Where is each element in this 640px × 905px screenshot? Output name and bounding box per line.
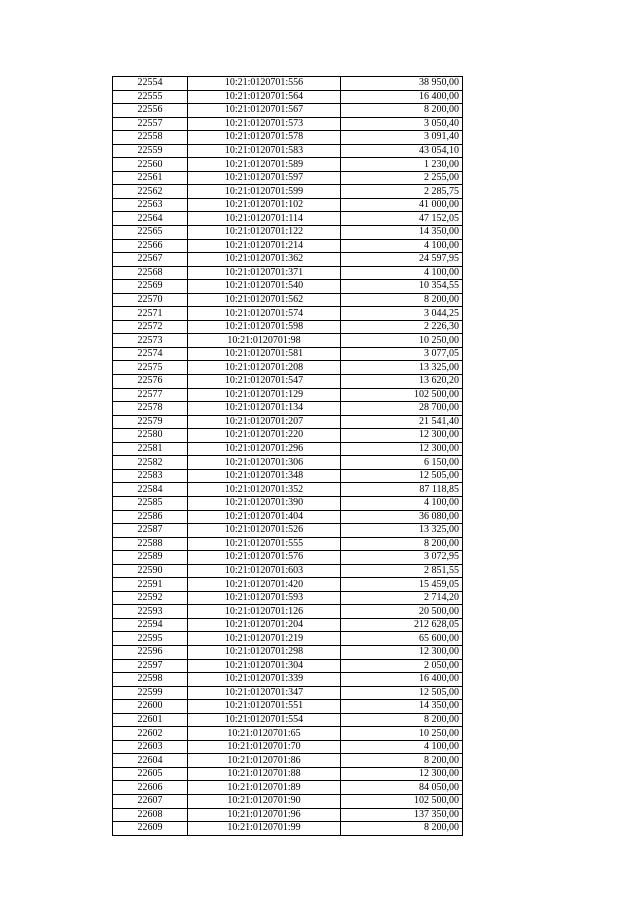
table-row	[113, 713, 463, 727]
cadastral-number-cell: 10:21:0120701:298	[188, 645, 341, 659]
row-number-cell: 22601	[113, 713, 188, 727]
row-number-cell: 22559	[113, 144, 188, 158]
row-number-cell: 22589	[113, 551, 188, 565]
cadastral-number-cell: 10:21:0120701:573	[188, 117, 341, 131]
cadastral-number-cell: 10:21:0120701:598	[188, 320, 341, 334]
cadastral-number-cell: 10:21:0120701:551	[188, 700, 341, 714]
cadastral-number-cell: 10:21:0120701:208	[188, 361, 341, 375]
value-cell: 41 000,00	[341, 198, 463, 212]
table-row	[113, 402, 463, 416]
table-row	[113, 794, 463, 808]
table-row	[113, 375, 463, 389]
value-cell: 15 459,05	[341, 578, 463, 592]
cadastral-number-cell: 10:21:0120701:102	[188, 198, 341, 212]
table-row	[113, 185, 463, 199]
row-number-cell: 22585	[113, 496, 188, 510]
value-cell: 3 091,40	[341, 131, 463, 145]
cadastral-number-cell: 10:21:0120701:597	[188, 171, 341, 185]
table-row	[113, 226, 463, 240]
cadastral-number-cell: 10:21:0120701:129	[188, 388, 341, 402]
cadastral-number-cell: 10:21:0120701:390	[188, 496, 341, 510]
row-number-cell: 22599	[113, 686, 188, 700]
value-cell: 8 200,00	[341, 293, 463, 307]
table-row	[113, 456, 463, 470]
cadastral-number-cell: 10:21:0120701:86	[188, 754, 341, 768]
value-cell: 47 152,05	[341, 212, 463, 226]
value-cell: 102 500,00	[341, 388, 463, 402]
row-number-cell: 22560	[113, 158, 188, 172]
row-number-cell: 22570	[113, 293, 188, 307]
table-row	[113, 618, 463, 632]
cadastral-number-cell: 10:21:0120701:89	[188, 781, 341, 795]
cadastral-number-cell: 10:21:0120701:562	[188, 293, 341, 307]
row-number-cell: 22607	[113, 794, 188, 808]
table-row	[113, 510, 463, 524]
value-cell: 6 150,00	[341, 456, 463, 470]
value-cell: 36 080,00	[341, 510, 463, 524]
table-row	[113, 808, 463, 822]
row-number-cell: 22582	[113, 456, 188, 470]
row-number-cell: 22587	[113, 524, 188, 538]
row-number-cell: 22557	[113, 117, 188, 131]
value-cell: 12 505,00	[341, 469, 463, 483]
table-row	[113, 727, 463, 741]
value-cell: 3 044,25	[341, 307, 463, 321]
row-number-cell: 22563	[113, 198, 188, 212]
value-cell: 4 100,00	[341, 239, 463, 253]
table-row	[113, 429, 463, 443]
value-cell: 14 350,00	[341, 226, 463, 240]
cadastral-number-cell: 10:21:0120701:296	[188, 442, 341, 456]
cadastral-number-cell: 10:21:0120701:593	[188, 591, 341, 605]
table-row	[113, 239, 463, 253]
row-number-cell: 22579	[113, 415, 188, 429]
row-number-cell: 22555	[113, 90, 188, 104]
value-cell: 3 072,95	[341, 551, 463, 565]
row-number-cell: 22594	[113, 618, 188, 632]
table-row	[113, 198, 463, 212]
value-cell: 16 400,00	[341, 673, 463, 687]
table-row	[113, 537, 463, 551]
value-cell: 8 200,00	[341, 822, 463, 836]
row-number-cell: 22604	[113, 754, 188, 768]
value-cell: 8 200,00	[341, 754, 463, 768]
value-cell: 84 050,00	[341, 781, 463, 795]
value-cell: 87 118,85	[341, 483, 463, 497]
value-cell: 2 050,00	[341, 659, 463, 673]
table-row	[113, 700, 463, 714]
cadastral-number-cell: 10:21:0120701:214	[188, 239, 341, 253]
row-number-cell: 22592	[113, 591, 188, 605]
table-row	[113, 686, 463, 700]
row-number-cell: 22564	[113, 212, 188, 226]
value-cell: 10 354,55	[341, 280, 463, 294]
table-row	[113, 320, 463, 334]
table-row	[113, 266, 463, 280]
cadastral-number-cell: 10:21:0120701:404	[188, 510, 341, 524]
table-row	[113, 293, 463, 307]
row-number-cell: 22600	[113, 700, 188, 714]
table-row	[113, 591, 463, 605]
row-number-cell: 22593	[113, 605, 188, 619]
row-number-cell: 22566	[113, 239, 188, 253]
value-cell: 65 600,00	[341, 632, 463, 646]
table-row	[113, 347, 463, 361]
row-number-cell: 22571	[113, 307, 188, 321]
row-number-cell: 22598	[113, 673, 188, 687]
value-cell: 2 714,20	[341, 591, 463, 605]
row-number-cell: 22581	[113, 442, 188, 456]
value-cell: 102 500,00	[341, 794, 463, 808]
cadastral-number-cell: 10:21:0120701:98	[188, 334, 341, 348]
row-number-cell: 22565	[113, 226, 188, 240]
row-number-cell: 22603	[113, 740, 188, 754]
cadastral-number-cell: 10:21:0120701:603	[188, 564, 341, 578]
row-number-cell: 22576	[113, 375, 188, 389]
row-number-cell: 22577	[113, 388, 188, 402]
value-cell: 4 100,00	[341, 496, 463, 510]
table-row	[113, 781, 463, 795]
cadastral-number-cell: 10:21:0120701:574	[188, 307, 341, 321]
table-row	[113, 673, 463, 687]
value-cell: 3 077,05	[341, 347, 463, 361]
table-row	[113, 90, 463, 104]
cadastral-number-cell: 10:21:0120701:96	[188, 808, 341, 822]
cadastral-number-cell: 10:21:0120701:556	[188, 77, 341, 91]
value-cell: 38 950,00	[341, 77, 463, 91]
value-cell: 20 500,00	[341, 605, 463, 619]
row-number-cell: 22573	[113, 334, 188, 348]
table-row	[113, 104, 463, 118]
row-number-cell: 22578	[113, 402, 188, 416]
value-cell: 8 200,00	[341, 104, 463, 118]
row-number-cell: 22567	[113, 253, 188, 267]
cadastral-number-cell: 10:21:0120701:555	[188, 537, 341, 551]
value-cell: 2 226,30	[341, 320, 463, 334]
table-row	[113, 415, 463, 429]
value-cell: 2 285,75	[341, 185, 463, 199]
row-number-cell: 22572	[113, 320, 188, 334]
cadastral-number-cell: 10:21:0120701:90	[188, 794, 341, 808]
table-row	[113, 754, 463, 768]
value-cell: 13 620,20	[341, 375, 463, 389]
table-row	[113, 605, 463, 619]
row-number-cell: 22596	[113, 645, 188, 659]
cadastral-number-cell: 10:21:0120701:567	[188, 104, 341, 118]
row-number-cell: 22584	[113, 483, 188, 497]
row-number-cell: 22609	[113, 822, 188, 836]
value-cell: 2 255,00	[341, 171, 463, 185]
row-number-cell: 22583	[113, 469, 188, 483]
row-number-cell: 22575	[113, 361, 188, 375]
value-cell: 12 300,00	[341, 645, 463, 659]
cadastral-number-cell: 10:21:0120701:589	[188, 158, 341, 172]
table-row	[113, 564, 463, 578]
value-cell: 12 300,00	[341, 442, 463, 456]
table-row	[113, 551, 463, 565]
row-number-cell: 22606	[113, 781, 188, 795]
table-row	[113, 740, 463, 754]
row-number-cell: 22605	[113, 767, 188, 781]
cadastral-number-cell: 10:21:0120701:220	[188, 429, 341, 443]
row-number-cell: 22591	[113, 578, 188, 592]
cadastral-number-cell: 10:21:0120701:207	[188, 415, 341, 429]
table-row	[113, 117, 463, 131]
row-number-cell: 22595	[113, 632, 188, 646]
cadastral-number-cell: 10:21:0120701:304	[188, 659, 341, 673]
value-cell: 13 325,00	[341, 524, 463, 538]
table-row	[113, 334, 463, 348]
table-body	[113, 77, 463, 836]
table-row	[113, 361, 463, 375]
value-cell: 4 100,00	[341, 266, 463, 280]
table-row	[113, 632, 463, 646]
table-row	[113, 524, 463, 538]
table-row	[113, 442, 463, 456]
value-cell: 8 200,00	[341, 713, 463, 727]
cadastral-number-cell: 10:21:0120701:114	[188, 212, 341, 226]
value-cell: 12 300,00	[341, 767, 463, 781]
table-row	[113, 469, 463, 483]
cadastral-number-cell: 10:21:0120701:371	[188, 266, 341, 280]
value-cell: 8 200,00	[341, 537, 463, 551]
value-cell: 14 350,00	[341, 700, 463, 714]
value-cell: 13 325,00	[341, 361, 463, 375]
row-number-cell: 22561	[113, 171, 188, 185]
value-cell: 2 851,55	[341, 564, 463, 578]
cadastral-number-cell: 10:21:0120701:420	[188, 578, 341, 592]
cadastral-number-cell: 10:21:0120701:564	[188, 90, 341, 104]
cadastral-number-cell: 10:21:0120701:219	[188, 632, 341, 646]
cadastral-number-cell: 10:21:0120701:599	[188, 185, 341, 199]
cadastral-number-cell: 10:21:0120701:348	[188, 469, 341, 483]
row-number-cell: 22554	[113, 77, 188, 91]
row-number-cell: 22586	[113, 510, 188, 524]
row-number-cell: 22556	[113, 104, 188, 118]
cadastral-number-cell: 10:21:0120701:347	[188, 686, 341, 700]
cadastral-number-cell: 10:21:0120701:578	[188, 131, 341, 145]
row-number-cell: 22590	[113, 564, 188, 578]
table-row	[113, 659, 463, 673]
cadastral-number-cell: 10:21:0120701:204	[188, 618, 341, 632]
table-row	[113, 158, 463, 172]
table-row	[113, 280, 463, 294]
value-cell: 21 541,40	[341, 415, 463, 429]
table-row	[113, 388, 463, 402]
table-row	[113, 483, 463, 497]
table-row	[113, 131, 463, 145]
cadastral-number-cell: 10:21:0120701:526	[188, 524, 341, 538]
cadastral-number-cell: 10:21:0120701:99	[188, 822, 341, 836]
value-cell: 4 100,00	[341, 740, 463, 754]
row-number-cell: 22562	[113, 185, 188, 199]
cadastral-number-cell: 10:21:0120701:581	[188, 347, 341, 361]
cadastral-number-cell: 10:21:0120701:576	[188, 551, 341, 565]
cadastral-number-cell: 10:21:0120701:134	[188, 402, 341, 416]
row-number-cell: 22608	[113, 808, 188, 822]
value-cell: 24 597,95	[341, 253, 463, 267]
value-cell: 10 250,00	[341, 334, 463, 348]
table-row	[113, 767, 463, 781]
value-cell: 12 505,00	[341, 686, 463, 700]
value-cell: 12 300,00	[341, 429, 463, 443]
table-row	[113, 645, 463, 659]
value-cell: 43 054,10	[341, 144, 463, 158]
value-cell: 28 700,00	[341, 402, 463, 416]
cadastral-number-cell: 10:21:0120701:583	[188, 144, 341, 158]
cadastral-number-cell: 10:21:0120701:352	[188, 483, 341, 497]
table-row	[113, 253, 463, 267]
row-number-cell: 22569	[113, 280, 188, 294]
value-cell: 212 628,05	[341, 618, 463, 632]
cadastral-number-cell: 10:21:0120701:126	[188, 605, 341, 619]
cadastral-number-cell: 10:21:0120701:362	[188, 253, 341, 267]
table-row	[113, 77, 463, 91]
row-number-cell: 22558	[113, 131, 188, 145]
cadastral-number-cell: 10:21:0120701:65	[188, 727, 341, 741]
row-number-cell: 22597	[113, 659, 188, 673]
cadastral-number-cell: 10:21:0120701:554	[188, 713, 341, 727]
cadastral-number-cell: 10:21:0120701:547	[188, 375, 341, 389]
value-cell: 10 250,00	[341, 727, 463, 741]
row-number-cell: 22588	[113, 537, 188, 551]
row-number-cell: 22580	[113, 429, 188, 443]
value-cell: 16 400,00	[341, 90, 463, 104]
table-row	[113, 171, 463, 185]
cadastral-number-cell: 10:21:0120701:306	[188, 456, 341, 470]
table-row	[113, 307, 463, 321]
cadastral-number-cell: 10:21:0120701:122	[188, 226, 341, 240]
table-row	[113, 496, 463, 510]
table-row	[113, 144, 463, 158]
row-number-cell: 22574	[113, 347, 188, 361]
cadastral-number-cell: 10:21:0120701:540	[188, 280, 341, 294]
table-row	[113, 822, 463, 836]
cadastral-number-cell: 10:21:0120701:88	[188, 767, 341, 781]
value-cell: 137 350,00	[341, 808, 463, 822]
value-cell: 1 230,00	[341, 158, 463, 172]
value-cell: 3 050,40	[341, 117, 463, 131]
row-number-cell: 22602	[113, 727, 188, 741]
cadastral-number-cell: 10:21:0120701:70	[188, 740, 341, 754]
table-row	[113, 212, 463, 226]
cadastral-number-cell: 10:21:0120701:339	[188, 673, 341, 687]
row-number-cell: 22568	[113, 266, 188, 280]
table-row	[113, 578, 463, 592]
cadastral-value-table	[112, 76, 463, 836]
